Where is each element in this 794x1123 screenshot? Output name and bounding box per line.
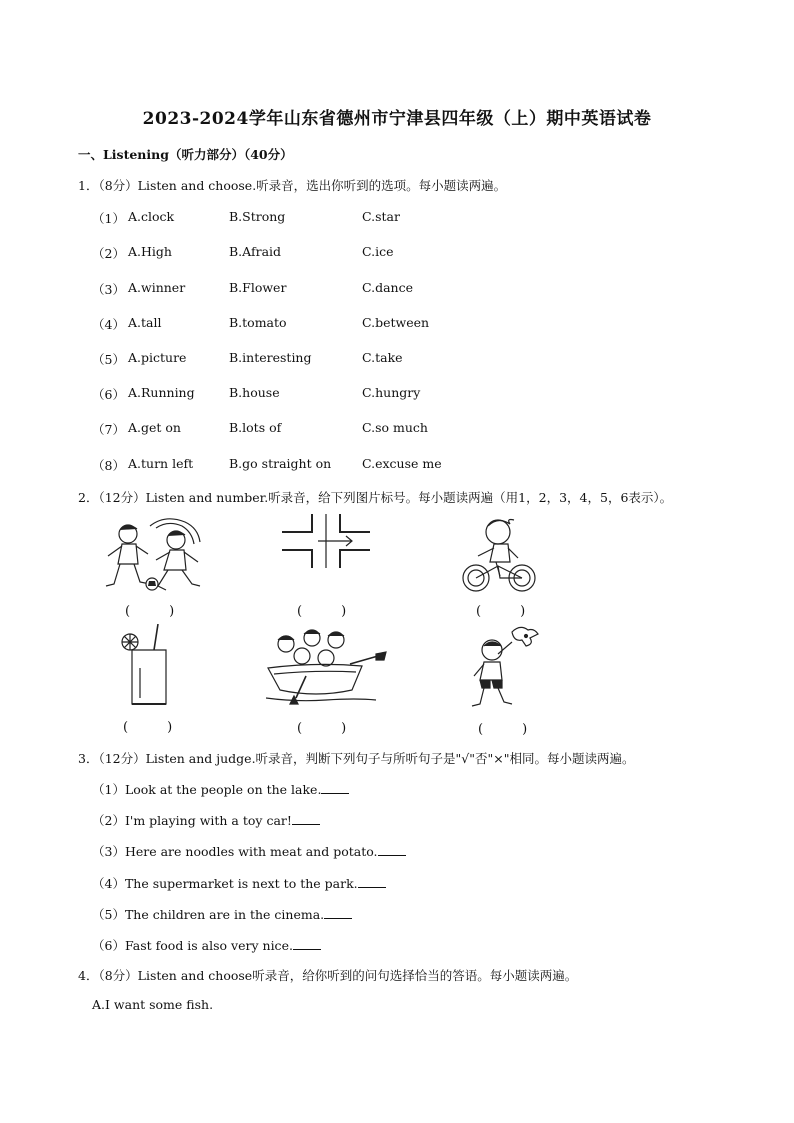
q3-item (92, 811, 320, 829)
q1-option-b[interactable]: B.interesting (229, 350, 312, 365)
q1-item-number: （7） (92, 422, 125, 437)
answer-paren-4[interactable]: ( ) (123, 720, 173, 735)
rowing-boat-icon (266, 628, 388, 706)
crossroad-icon (282, 514, 370, 568)
answer-blank[interactable] (292, 814, 320, 825)
boy-with-bird-icon (468, 624, 544, 714)
q1-option-b[interactable]: B.tomato (229, 315, 287, 330)
question-4-answer-a: A.I want some fish. (92, 997, 214, 1012)
q1-item-number: （6） (92, 387, 125, 402)
q3-item (92, 874, 386, 892)
answer-paren-5[interactable]: ( ) (297, 721, 347, 736)
q1-option-c[interactable]: C.take (362, 350, 403, 365)
q1-option-b[interactable]: B.Strong (229, 209, 286, 224)
q1-option-b[interactable]: B.Flower (229, 280, 287, 295)
q1-option-a[interactable]: A.turn left (128, 456, 194, 471)
q1-option-b[interactable]: B.lots of (229, 420, 282, 435)
q1-option-c[interactable]: C.hungry (362, 385, 421, 400)
q1-option-c[interactable]: C.ice (362, 244, 394, 259)
q1-option-a[interactable]: A.clock (128, 209, 175, 224)
q3-item-text: （5）The children are in the cinema. (92, 907, 325, 922)
q3-item-text: （4）The supermarket is next to the park. (92, 876, 358, 891)
q1-option-c[interactable]: C.dance (362, 280, 413, 295)
q3-item-text: （1）Look at the people on the lake. (92, 782, 322, 797)
q1-option-c[interactable]: C.excuse me (362, 456, 442, 471)
answer-paren-1[interactable]: ( ) (125, 604, 175, 619)
answer-blank[interactable] (378, 845, 406, 856)
section-listening-heading: 一、Listening（听力部分）（40分） (78, 147, 293, 162)
q3-item-text: （2）I'm playing with a toy car! (92, 813, 292, 828)
answer-blank[interactable] (293, 939, 321, 950)
answer-blank[interactable] (321, 783, 349, 794)
juice-glass-icon (118, 624, 178, 710)
q3-item-text: （3）Here are noodles with meat and potato. (92, 844, 378, 859)
q1-item-number: （4） (92, 317, 125, 332)
q3-item (92, 936, 321, 954)
q1-item-number: （1） (92, 211, 125, 226)
q1-option-a[interactable]: A.picture (128, 350, 187, 365)
q1-option-c[interactable]: C.between (362, 315, 430, 330)
answer-blank[interactable] (324, 908, 352, 919)
question-1-header: 1．（8分）Listen and choose.听录音，选出你听到的选项。每小题读两遍。 (78, 178, 507, 193)
q1-option-c[interactable]: C.star (362, 209, 400, 224)
q1-option-b[interactable]: B.go straight on (229, 456, 332, 471)
q1-option-c[interactable]: C.so much (362, 420, 428, 435)
answer-paren-2[interactable]: ( ) (297, 604, 347, 619)
answer-blank[interactable] (358, 877, 386, 888)
question-4-header: 4．（8分）Listen and choose听录音，给你听到的问句选择恰当的答语。每小题读两遍。 (78, 968, 578, 983)
q3-item (92, 780, 349, 798)
q1-option-b[interactable]: B.house (229, 385, 280, 400)
q1-option-a[interactable]: A.winner (128, 280, 186, 295)
page-title: 2023-2024学年山东省德州市宁津县四年级（上）期中英语试卷 (142, 109, 652, 129)
boy-on-bike-icon (458, 514, 540, 594)
answer-paren-3[interactable]: ( ) (476, 604, 526, 619)
q1-item-number: （8） (92, 458, 125, 473)
q1-option-a[interactable]: A.tall (128, 315, 162, 330)
q1-option-a[interactable]: A.High (128, 244, 172, 259)
q1-item-number: （3） (92, 282, 125, 297)
q3-item (92, 905, 352, 923)
q1-item-number: （2） (92, 246, 125, 261)
football-players-icon (100, 514, 210, 596)
q3-item-text: （6）Fast food is also very nice. (92, 938, 293, 953)
question-2-header: 2．（12分）Listen and number.听录音，给下列图片标号。每小题读两遍（用1，2，3，4，5，6表示）。 (78, 490, 673, 505)
q1-option-a[interactable]: A.Running (128, 385, 195, 400)
q1-item-number: （5） (92, 352, 125, 367)
q1-option-b[interactable]: B.Afraid (229, 244, 282, 259)
q3-item (92, 842, 406, 860)
q1-option-a[interactable]: A.get on (128, 420, 181, 435)
question-3-header: 3．（12分）Listen and judge.听录音，判断下列句子与所听句子是"√"否"×"相同。每小题读两遍。 (78, 751, 635, 766)
answer-paren-6[interactable]: ( ) (478, 722, 528, 737)
